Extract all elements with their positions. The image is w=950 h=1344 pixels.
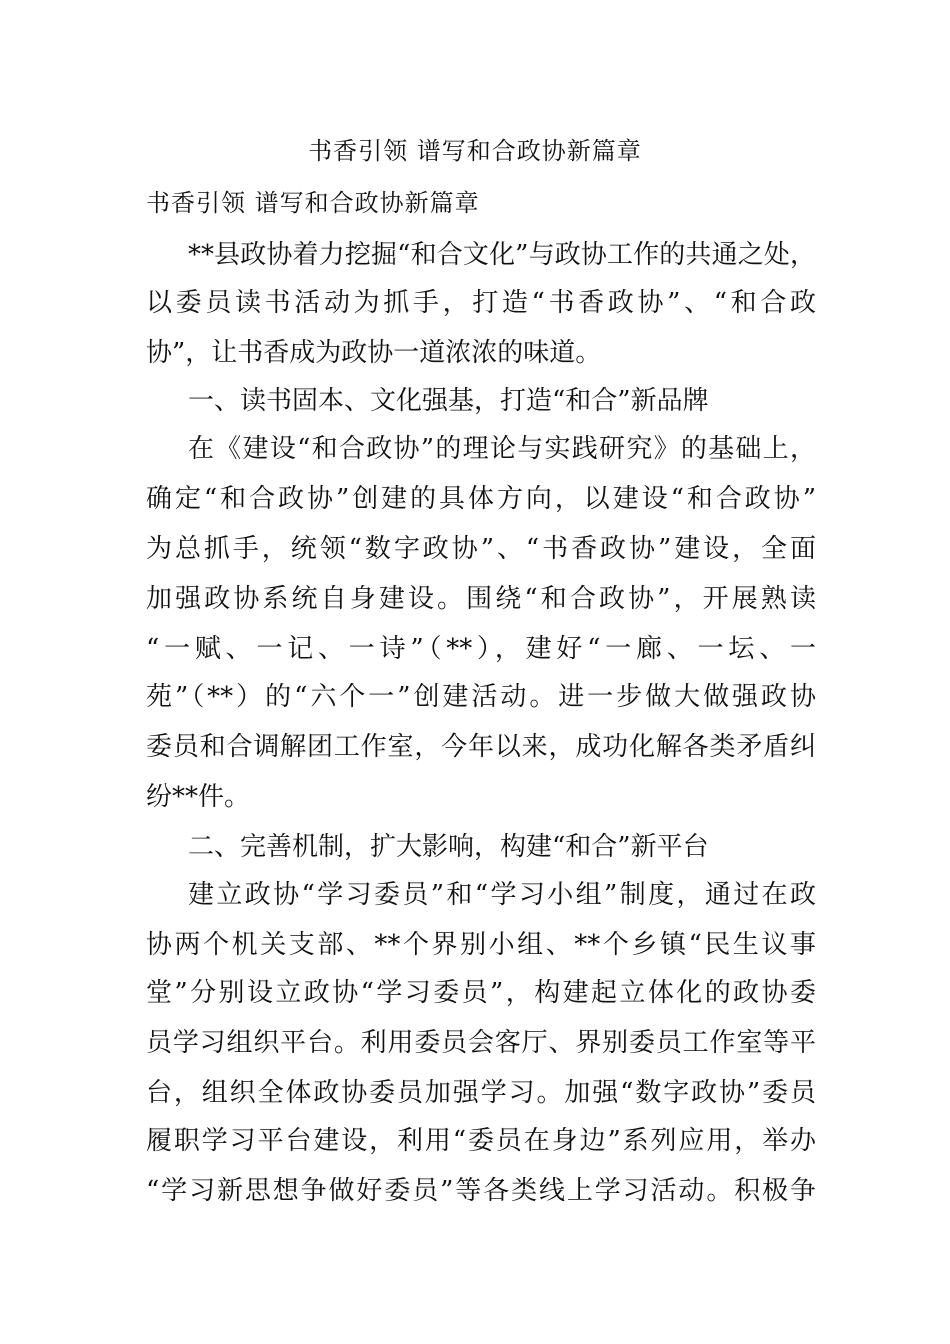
body-line: 员学习组织平台。利用委员会客厅、界别委员工作室等平 bbox=[146, 1028, 816, 1058]
body-line: 履职学习平台建设，利用“委员在身边”系列应用，举办 bbox=[146, 1126, 816, 1156]
body-line: **县政协着力挖掘“和合文化”与政协工作的共通之处， bbox=[188, 240, 816, 270]
body-line: 在《建设“和合政协”的理论与实践研究》的基础上， bbox=[188, 434, 816, 464]
body-line: 台，组织全体政协委员加强学习。加强“数字政协”委员 bbox=[146, 1078, 816, 1108]
body-line: 苑”（**）的“六个一”创建活动。进一步做大做强政协 bbox=[146, 682, 816, 712]
body-line: 协”，让书香成为政协一道浓浓的味道。 bbox=[146, 338, 602, 368]
body-line: 堂”分别设立政协“学习委员”，构建起立体化的政协委 bbox=[146, 978, 816, 1008]
body-line: 委员和合调解团工作室，今年以来，成功化解各类矛盾纠 bbox=[146, 732, 816, 762]
body-line: 加强政协系统自身建设。围绕“和合政协”，开展熟读 bbox=[146, 584, 816, 614]
section-heading: 二、完善机制，扩大影响，构建“和合”新平台 bbox=[188, 832, 709, 862]
body-line: “学习新思想争做好委员”等各类线上学习活动。积极争 bbox=[146, 1176, 816, 1206]
body-line: “一赋、一记、一诗”（**），建好“一廊、一坛、一 bbox=[146, 634, 816, 664]
body-line: 纷**件。 bbox=[146, 782, 251, 812]
body-line: 为总抓手，统领“数字政协”、“书香政协”建设，全面 bbox=[146, 534, 816, 564]
body-line: 协两个机关支部、**个界别小组、**个乡镇“民生议事 bbox=[146, 930, 816, 960]
body-line: 以委员读书活动为抓手，打造“书香政协”、“和合政 bbox=[146, 288, 816, 318]
body-line: 建立政协“学习委员”和“学习小组”制度，通过在政 bbox=[188, 880, 816, 910]
body-line: 确定“和合政协”创建的具体方向，以建设“和合政协” bbox=[146, 484, 816, 514]
document-title: 书香引领 谱写和合政协新篇章 bbox=[308, 137, 642, 165]
document-subtitle: 书香引领 谱写和合政协新篇章 bbox=[146, 189, 480, 217]
section-heading: 一、读书固本、文化强基，打造“和合”新品牌 bbox=[188, 386, 709, 416]
